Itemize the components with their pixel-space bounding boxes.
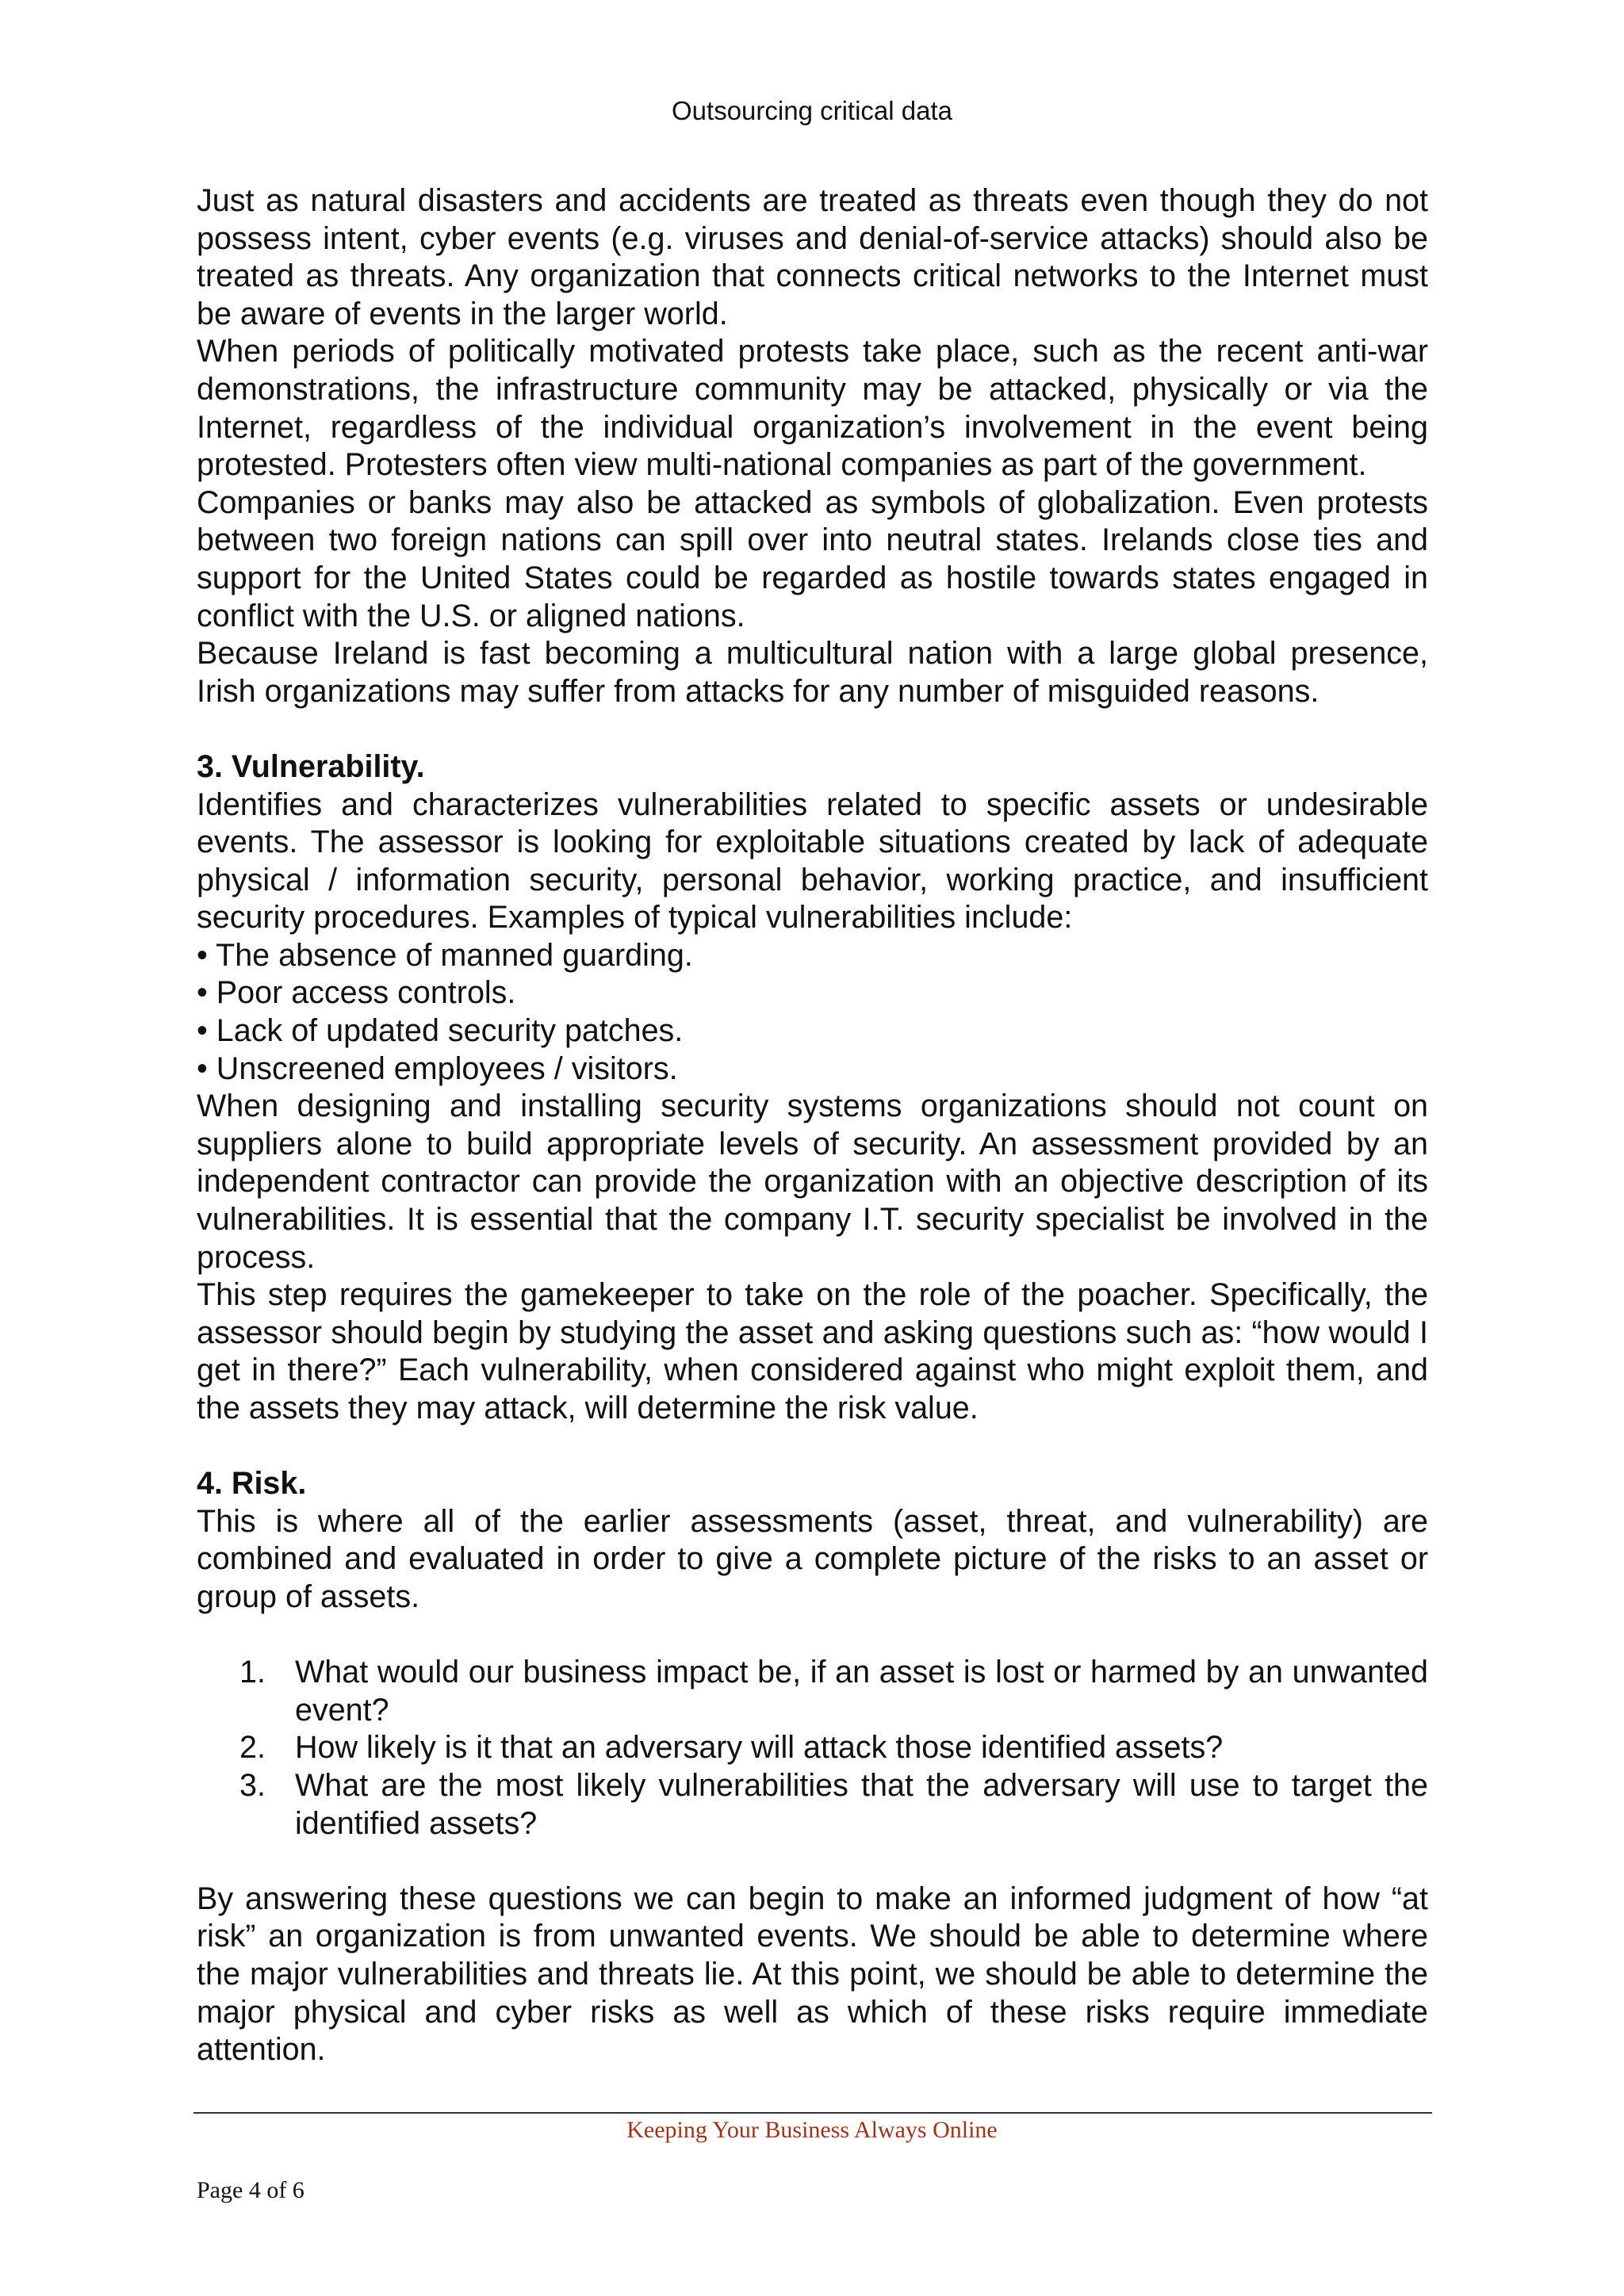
list-number: 2. (239, 1730, 266, 1766)
vulnerability-bullet-list (197, 937, 1428, 1088)
spacer (197, 1617, 1428, 1655)
document-body (197, 182, 1428, 2069)
paragraph-vulnerability-intro: Identifies and characterizes vulnerabilities related to specific assets or undesirable events. The assessor is looking for exploitable situations created by lack of adequate physical / information security, personal behavior, working practice, and insufficient security procedures. Examples of typical vulnerabilities include: (197, 786, 1428, 936)
list-item-text: How likely is it that an adversary will attack those identified assets? (295, 1730, 1224, 1766)
list-number: 1. (239, 1655, 266, 1690)
section-heading-vulnerability: 3. Vulnerability. (197, 748, 425, 784)
list-item: • The absence of manned guarding. (197, 937, 693, 973)
risk-questions-list (197, 1654, 1428, 1843)
page-header-title: Outsourcing critical data (672, 96, 952, 125)
list-number: 3. (239, 1767, 266, 1803)
list-item (197, 1654, 1428, 1729)
spacer (197, 710, 1428, 748)
list-item: • Lack of updated security patches. (197, 1013, 684, 1049)
footer-tagline: Keeping Your Business Always Online (626, 2117, 998, 2143)
paragraph-ireland-multicultural: Because Ireland is fast becoming a multicultural nation with a large global presence, Irish organizations may suffer from attacks for any number of misguided reasons. (197, 636, 1428, 709)
list-item: • Unscreened employees / visitors. (197, 1050, 678, 1086)
paragraph-security-suppliers: When designing and installing security systems organizations should not count on suppliers alone to build appropriate levels of security. An assessment provided by an independent contractor can provide the organization with an objective description of its vulnerabilities. It is essential that the company I.T. security specialist be involved in the process. (197, 1089, 1428, 1275)
list-item (197, 1767, 1428, 1843)
paragraph-political-protests: When periods of politically motivated protests take place, such as the recent anti-war demonstrations, the infrastructure community may be attacked, physically or via the Internet, regardless of the individual organization’s involvement in the event being protested. Protesters often view multi-national companies as part of the government. (197, 334, 1428, 483)
paragraph-risk-conclusion: By answering these questions we can begin to make an informed judgment of how “at risk” an organization is from unwanted events. We should be able to determine where the major vulnerabilities and threats lie. At this point, we should be able to determine the major physical and cyber risks as well as which of these risks require immediate attention. (197, 1881, 1428, 2068)
list-item-text: What would our business impact be, if an asset is lost or harmed by an unwanted event? (295, 1655, 1428, 1728)
spacer (197, 1843, 1428, 1881)
list-item (197, 1729, 1428, 1767)
section-heading-risk: 4. Risk. (197, 1466, 307, 1502)
list-item: • Poor access controls. (197, 975, 516, 1011)
list-item-text: What are the most likely vulnerabilities that the adversary will use to target the identified assets? (295, 1767, 1428, 1841)
paragraph-globalization: Companies or banks may also be attacked as symbols of globalization. Even protests between two foreign nations can spill over into neutral states. Irelands close ties and support for the United States could be regarded as hostile towards states engaged in conflict with the U.S. or aligned nations. (197, 484, 1428, 633)
paragraph-gamekeeper-poacher: This step requires the gamekeeper to take on the role of the poacher. Specifically, the assessor should begin by studying the asset and asking questions such as: “how would I get in there?” Each vulnerability, when considered against who might exploit them, and the assets they may attack, will determine the risk value. (197, 1277, 1428, 1425)
paragraph-cyber-events: Just as natural disasters and accidents are treated as threats even though they do not possess intent, cyber events (e.g. viruses and denial-of-service attacks) should also be treated as threats. Any organization that connects critical networks to the Internet must be aware of events in the larger world. (197, 183, 1428, 331)
page-number: Page 4 of 6 (197, 2177, 304, 2203)
spacer (197, 1428, 1428, 1466)
paragraph-risk-intro: This is where all of the earlier assessments (asset, threat, and vulnerability) are combined and evaluated in order to give a complete picture of the risks to an asset or group of assets. (197, 1503, 1428, 1614)
